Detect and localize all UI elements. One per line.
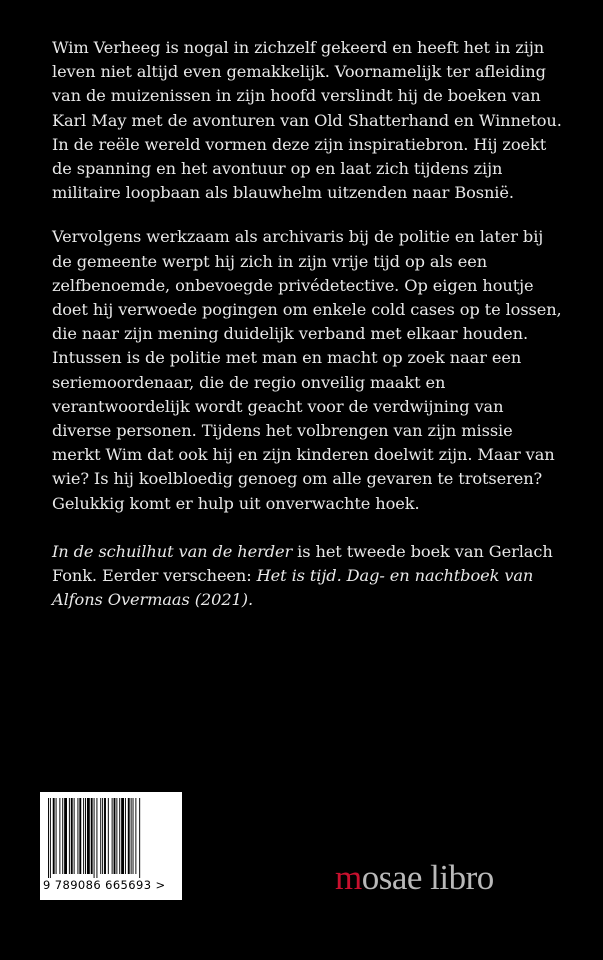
barcode-bar (102, 798, 103, 874)
previous-book-title: Het is tijd. Dag- en nachtboek van Alfons Overmaas (2021). (52, 566, 534, 610)
barcode-bar (114, 798, 116, 874)
logo-text: osae libro (361, 858, 494, 897)
barcode-bar (104, 798, 106, 874)
barcode-bar (116, 798, 117, 874)
barcode-bar (50, 798, 51, 878)
barcode-bar (59, 798, 60, 874)
barcode-bar (48, 798, 49, 878)
barcode-bar (135, 798, 136, 874)
barcode-bar (74, 798, 75, 874)
book-title: In de schuilhut van de herder (52, 541, 293, 561)
author-credits (52, 540, 562, 613)
barcode-bar (94, 798, 95, 878)
barcode-bar (133, 798, 134, 874)
publisher-logo (335, 858, 494, 898)
back-cover-blurb (52, 36, 562, 632)
barcode-bar (87, 798, 90, 874)
isbn-digits: 9 789086 665693 > (43, 878, 166, 892)
barcode-bars (48, 798, 176, 878)
blurb-paragraph-1: Wim Verheeg is nogal in zichzelf gekeerd en heeft het in zijn leven niet altijd even gemakkelijk. Voornamelijk ter afleiding van de muizenissen in zijn hoofd verslindt hij de boeken van Karl May met de avonturen van Old Shatterhand en Winnetou. In de reële wereld vormen deze zijn inspiratiebron. Hij zoekt de spanning en het avontuur op en laat zich tijdens zijn militaire loopbaan als blauwhelm uitzenden naar Bosnië. (52, 38, 562, 203)
isbn-barcode (40, 792, 182, 900)
barcode-bar (139, 798, 140, 878)
barcode-bar (121, 798, 124, 874)
barcode-bar (108, 798, 109, 874)
barcode-bar (91, 798, 93, 874)
barcode-bar (53, 798, 55, 874)
barcode-bar (79, 798, 81, 874)
barcode-bar (69, 798, 70, 874)
blurb-paragraph-2: Vervolgens werkzaam als archivaris bij de politie en later bij de gemeente werpt hij zich in zijn vrije tijd op als een zelfbenoemde, onbevoegde privédetective. Op eigen houtje doet hij verwoede pogingen om enkele cold cases op te lossen, die naar zijn mening duidelijk verband met elkaar houden. Intussen is de politie met man en macht op zoek naar een seriemoordenaar, die de regio onveilig maakt en verantwoordelijk wordt geacht voor de verdwijning van diverse personen. Tijdens het volbrengen van zijn missie merkt Wim dat ook hij en zijn kinderen doelwit zijn. Maar van wie? Is hij koelbloedig genoeg om alle gevaren te trotseren? Gelukkig komt er hulp uit onverwachte hoek. (52, 227, 562, 513)
barcode-bar (77, 798, 78, 874)
barcode-bar (56, 798, 57, 874)
barcode-bar (62, 798, 63, 874)
barcode-bar (119, 798, 120, 874)
barcode-bar (131, 798, 132, 874)
logo-initial: m (335, 858, 362, 897)
barcode-bar (71, 798, 73, 874)
barcode-bar (112, 798, 113, 874)
barcode-bar (128, 798, 130, 874)
barcode-bar (125, 798, 126, 874)
barcode-bar (85, 798, 86, 874)
barcode-bar (64, 798, 67, 874)
barcode-bar (100, 798, 101, 874)
barcode-bar (83, 798, 84, 874)
barcode-bar (96, 798, 97, 878)
credits-text: is het tweede boek van Gerlach Fonk. Eerder verscheen: (52, 541, 553, 586)
